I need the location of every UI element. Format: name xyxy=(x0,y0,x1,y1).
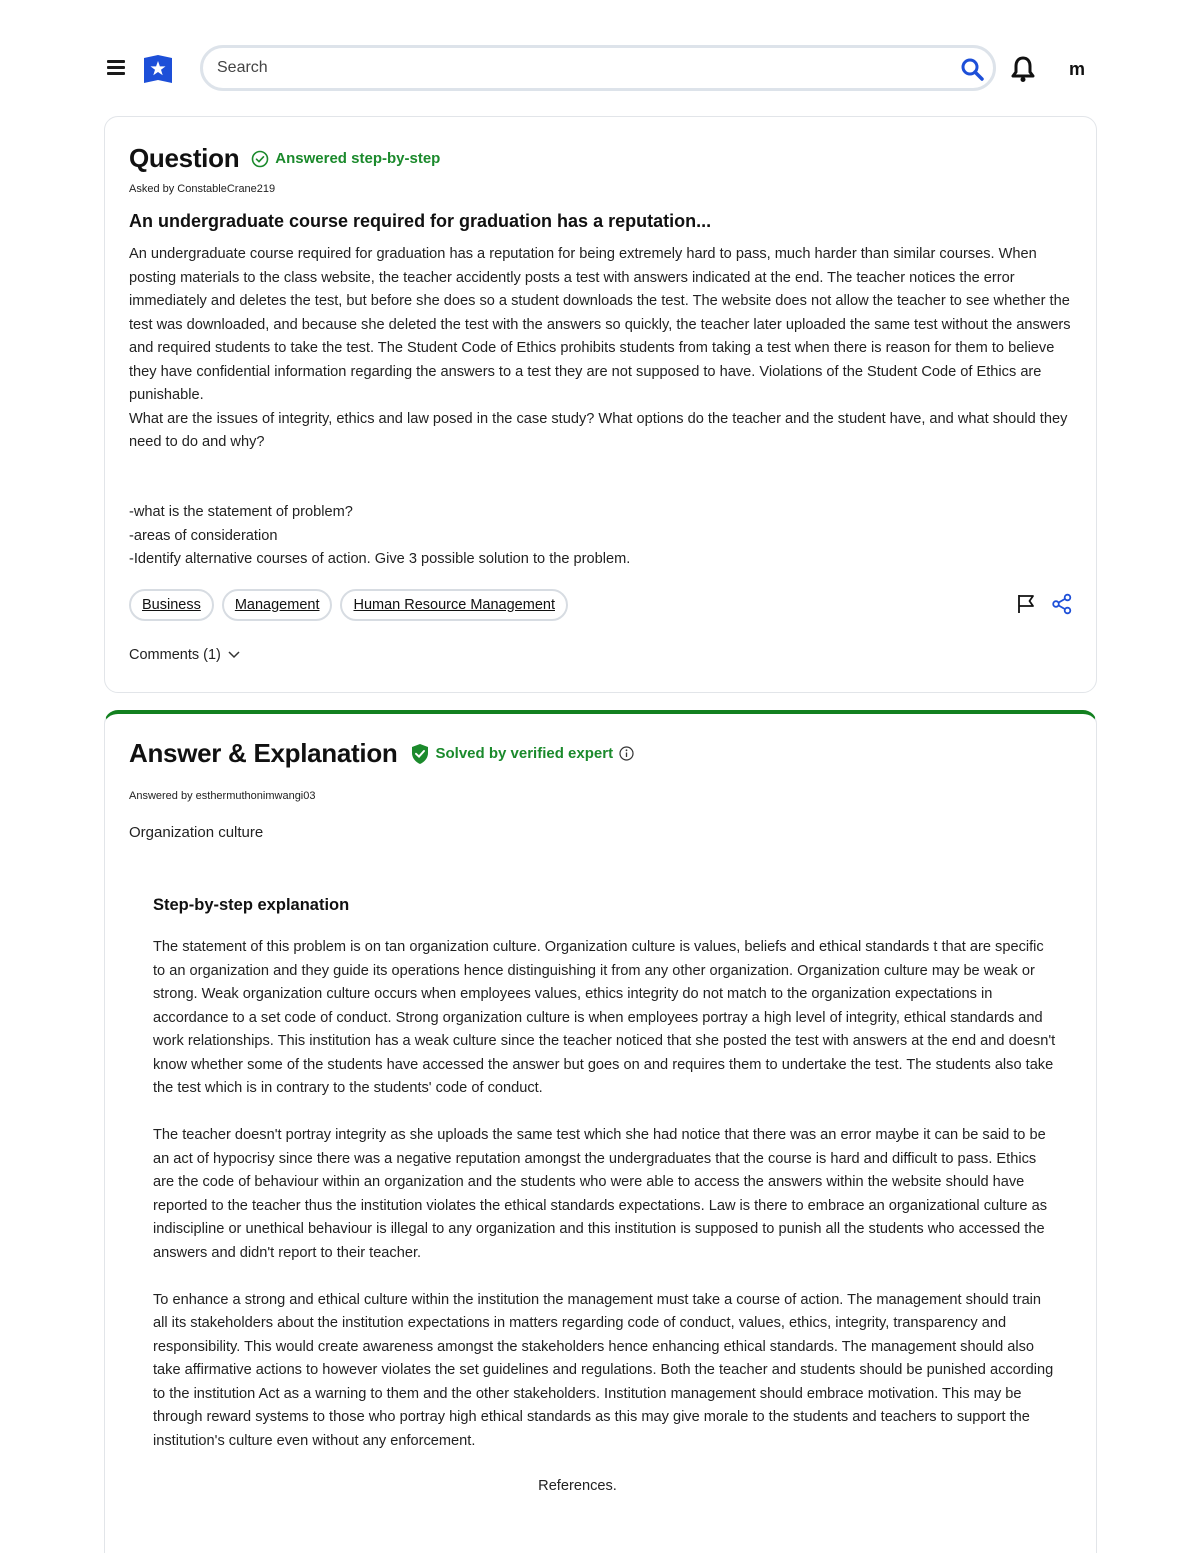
verified-shield-icon xyxy=(410,743,430,765)
answer-card xyxy=(104,710,1097,1553)
tag-human-resource-management[interactable]: Human Resource Management xyxy=(340,589,568,621)
answer-title-row xyxy=(129,738,640,769)
comments-label: Comments (1) xyxy=(129,647,221,663)
top-bar xyxy=(0,0,1200,120)
question-card xyxy=(104,116,1097,693)
tag-business[interactable]: Business xyxy=(129,589,214,621)
question-body xyxy=(129,243,1079,455)
search-icon[interactable] xyxy=(959,56,985,82)
asked-by: Asked by ConstableCrane219 xyxy=(129,183,276,195)
question-title: Question xyxy=(129,143,240,173)
prompt-line: -what is the statement of problem? xyxy=(129,504,353,520)
answered-status xyxy=(251,150,440,168)
answered-by: Answered by esthermuthonimwangi03 xyxy=(129,790,316,802)
notification-bell-icon[interactable] xyxy=(1010,55,1036,83)
verified-status-label: Solved by verified expert xyxy=(435,745,614,762)
explanation-paragraph: To enhance a strong and ethical culture within the institution the management must take a course of action. The management should train all its stakeholders about the institution expectations in matters regarding code of conduct, values, ethics, integrity, transparency and responsibility. This would create awareness amongst the stakeholders hence enhancing ethical standards. The management should also take affirmative actions to however violates the set guidelines and regulations. Both the teacher and students should be punished according to the institution Act as a warning to them and the other stakeholders. Institution management should embrace motivation. This may be through reward systems to those who portray high ethical standards as this may give morale to the students and teachers to support the institution's culture even without any enforcement. xyxy=(153,1291,1054,1449)
references-heading: References. xyxy=(538,1478,617,1494)
question-title-row xyxy=(129,143,440,174)
prompt-line: -areas of consideration xyxy=(129,527,278,544)
explanation-body xyxy=(153,936,1058,1477)
verified-status xyxy=(410,743,641,765)
user-avatar[interactable]: m xyxy=(1068,59,1085,79)
share-icon[interactable] xyxy=(1051,593,1073,615)
comments-toggle[interactable] xyxy=(129,647,241,663)
check-circle-icon xyxy=(251,150,269,168)
answered-status-label: Answered step-by-step xyxy=(275,150,441,167)
answer-title: Answer & Explanation xyxy=(129,738,398,768)
explanation-paragraph: The statement of this problem is on tan organization culture. Organization culture is values, beliefs and ethical standards t that are specific to an organization and they guide its operations hence distinguishing it from any other organization. Organization culture may be weak or strong. Weak organization culture occurs when employees values, ethics integrity do not match to the organization expectations in accordance to a set code of conduct. Strong organization culture is when employees portray a high level of integrity, ethical standards and work relationships. This institution has a weak culture since the teacher noticed that she posted the test with answers at the end and doesn't know whether some of the students have accessed the answer but goes on and requires them to undertake the test. The students also take the test which is in contrary to the students' code of conduct. xyxy=(153,939,1056,1096)
question-headline: An undergraduate course required for graduation has a reputation... xyxy=(129,211,712,231)
explanation-paragraph: The teacher doesn't portray integrity as she uploads the same test which she had notice that there was an error maybe it can be said to be an act of hypocrisy since there was a negative reputation amongst the undergraduates that the course is hard and difficult to pass. Ethics are the code of behaviour within an organization and the students who were able to access the answers within the website should have reported to the teacher thus the institution violates the ethical standards expectations. Law is there to embrace an organizational culture as indiscipline or unethical behaviour is illegal to any organization and this institution is supposed to punish all the students who accessed the answers and didn't report to their teacher. xyxy=(153,1127,1047,1261)
hamburger-menu-icon[interactable] xyxy=(107,60,125,76)
question-paragraph: What are the issues of integrity, ethics and law posed in the case study? What options do the teacher and the student have, and what should they need to do and why? xyxy=(129,410,1068,450)
prompt-line: -Identify alternative courses of action. Give 3 possible solution to the problem. xyxy=(129,551,631,567)
chevron-down-icon xyxy=(227,650,241,660)
subject-tags xyxy=(129,589,568,621)
brand-logo[interactable] xyxy=(142,53,174,85)
info-icon[interactable] xyxy=(619,746,634,761)
flag-icon[interactable] xyxy=(1015,593,1037,615)
question-paragraph: An undergraduate course required for graduation has a reputation for being extremely hard to pass, much harder than similar courses. When posting materials to the class website, the teacher accidently posts a test with answers indicated at the end. The teacher notices the error immediately and deletes the test, but before she does so a student downloads the test. The website does not allow the teacher to see whether the test was downloaded, and because she deleted the test with the answers so quickly, the teacher later uploaded the same test without the answers and required students to take the test. The Student Code of Ethics prohibits students from taking a test when there is reason for them to believe they have confidential information regarding the answers to a test they are not supposed to have. Violations of the Student Code of Ethics are punishable. xyxy=(129,246,1071,403)
search-input[interactable] xyxy=(217,56,917,80)
search-bar[interactable] xyxy=(200,45,996,91)
tag-management[interactable]: Management xyxy=(222,589,333,621)
answer-summary: Organization culture xyxy=(129,824,264,841)
question-prompts xyxy=(129,501,1079,572)
step-by-step-heading: Step-by-step explanation xyxy=(153,896,350,914)
